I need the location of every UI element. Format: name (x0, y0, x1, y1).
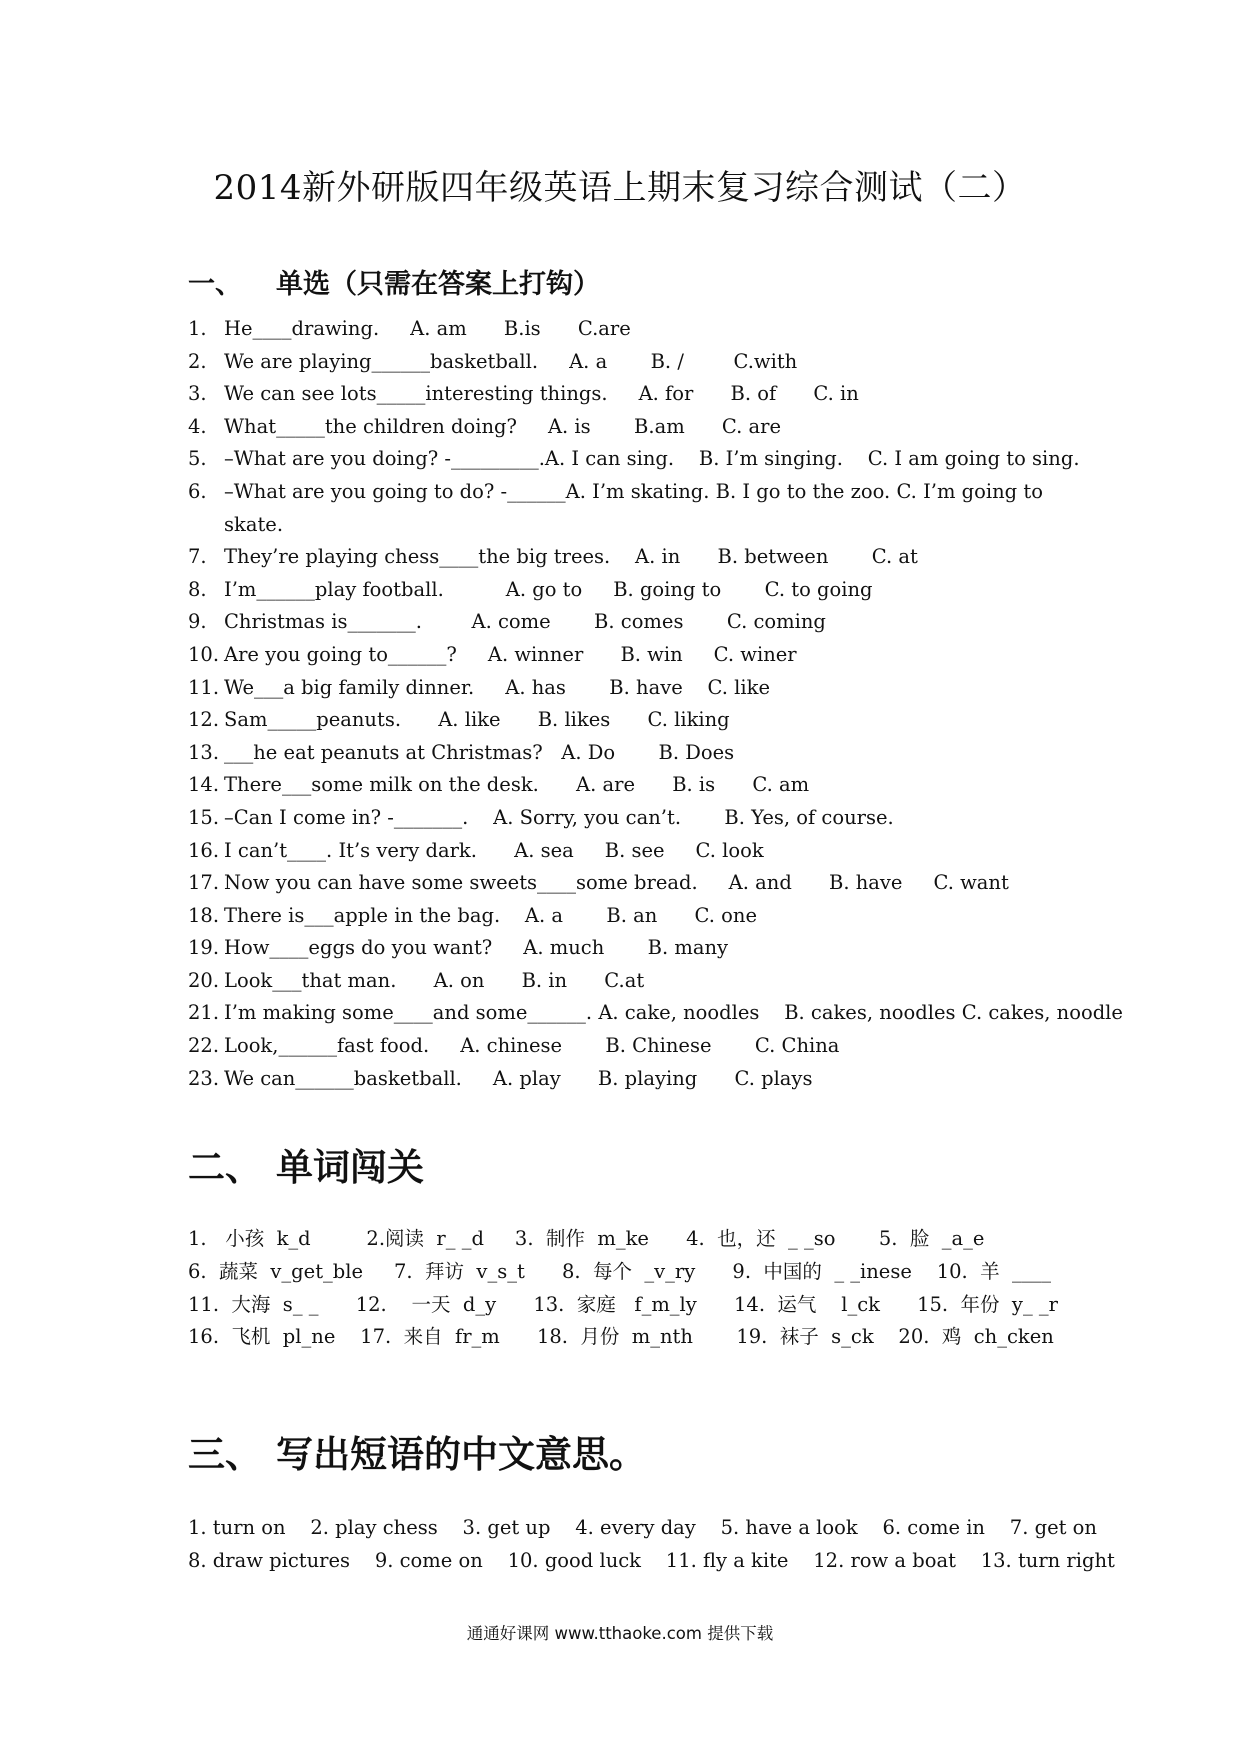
question-item (188, 639, 1068, 672)
question-number: 1. (188, 317, 207, 340)
page-title: 2014新外研版四年级英语上期末复习综合测试（二） (213, 168, 1027, 208)
question-number: 9. (188, 610, 207, 634)
question-text: How____eggs do you want? A. much B. many (224, 936, 729, 960)
question-number: 11. (188, 675, 220, 699)
question-item (188, 672, 1068, 705)
question-number: 4. (188, 414, 207, 438)
question-number: 2. (188, 349, 207, 373)
question-text: We can see lots_____interesting things. A. for B. of C. in (224, 382, 859, 406)
question-item (188, 932, 1068, 965)
question-text: We can______basketball. A. play B. playing C. plays (224, 1066, 813, 1090)
phrase-list (188, 1512, 1115, 1577)
question-number: 20. (188, 968, 220, 992)
section-3-number: 三、 (188, 1433, 262, 1476)
question-text: –What are you going to do? -______A. I’m skating. B. I go to the zoo. C. I’m going to skate. (224, 479, 1043, 536)
question-text: Sam_____peanuts. A. like B. likes C. liking (224, 708, 730, 732)
question-item (188, 835, 1068, 868)
question-item (188, 443, 1080, 476)
word-row: 6. 蔬菜 v_get_ble 7. 拜访 v_s_t 8. 每个 _v_ry 9. 中国的 _ _inese 10. 羊 ____ (188, 1259, 1051, 1283)
phrase-row: 1. turn on 2. play chess 3. get up 4. every day 5. have a look 6. come in 7. get on (188, 1516, 1097, 1539)
section-1-number: 一、 (188, 269, 242, 300)
question-item (188, 606, 1068, 639)
question-item (188, 997, 1123, 1030)
question-number: 13. (188, 740, 220, 764)
question-text: I can’t____. It’s very dark. A. sea B. see C. look (224, 838, 764, 862)
question-number: 5. (188, 447, 207, 471)
question-item (188, 574, 1068, 607)
question-number: 15. (188, 805, 220, 829)
question-item (188, 1063, 1068, 1096)
question-item (188, 704, 1068, 737)
question-number: 8. (188, 577, 207, 601)
question-text: Look___that man. A. on B. in C.at (224, 968, 645, 992)
question-text: He____drawing. A. am B.is C.are (224, 317, 631, 340)
question-text: –Can I come in? -_______. A. Sorry, you can’t. B. Yes, of course. (224, 805, 894, 829)
question-item (188, 802, 1068, 835)
section-3-heading (188, 1424, 646, 1478)
question-text: We___a big family dinner. A. has B. have C. like (224, 675, 771, 699)
question-text: They’re playing chess____the big trees. A. in B. between C. at (224, 545, 918, 569)
question-text: I’m making some____and some______. A. cake, noodles B. cakes, noodles C. cakes, noodle (224, 1001, 1123, 1025)
question-number: 7. (188, 545, 207, 569)
word-challenge-list (188, 1223, 1068, 1354)
question-number: 6. (188, 479, 207, 503)
question-text: There is___apple in the bag. A. a B. an C. one (224, 903, 757, 927)
question-number: 14. (188, 773, 220, 797)
question-number: 10. (188, 642, 220, 666)
question-number: 18. (188, 903, 220, 927)
question-item (188, 867, 1068, 900)
section-2-heading (188, 1137, 424, 1191)
question-text: We are playing______basketball. A. a B. / C.with (224, 349, 798, 373)
section-3-title: 写出短语的中文意思。 (276, 1433, 646, 1476)
question-text: Now you can have some sweets____some bread. A. and B. have C. want (224, 871, 1009, 895)
question-item (188, 737, 1068, 770)
question-text: There___some milk on the desk. A. are B. is C. am (224, 773, 810, 797)
page-footer: 通通好课网 www.tthaoke.com 提供下载 (466, 1624, 774, 1643)
section-2-title: 单词闯关 (276, 1146, 424, 1189)
question-text: –What are you doing? -_________.A. I can sing. B. I’m singing. C. I am going to sing. (224, 447, 1080, 471)
question-item (188, 1030, 1068, 1063)
question-item (188, 965, 1068, 998)
question-number: 17. (188, 871, 220, 895)
question-item (188, 378, 1068, 411)
question-item (188, 313, 1068, 346)
question-number: 22. (188, 1034, 220, 1058)
question-item (188, 411, 1068, 444)
question-list (188, 313, 1123, 1095)
question-number: 3. (188, 382, 207, 406)
question-text: What_____the children doing? A. is B.am C. are (224, 414, 782, 438)
question-text: I’m______play football. A. go to B. going to C. to going (224, 577, 873, 601)
question-number: 12. (188, 708, 220, 732)
question-number: 19. (188, 936, 220, 960)
question-item (188, 476, 1068, 541)
question-item (188, 541, 1068, 574)
question-text: ___he eat peanuts at Christmas? A. Do B. Does (224, 740, 735, 764)
word-row: 16. 飞机 pl_ne 17. 来自 fr_m 18. 月份 m_nth 19. 袜子 s_ck 20. 鸡 ch_cken (188, 1325, 1054, 1349)
question-item (188, 900, 1068, 933)
question-number: 16. (188, 838, 220, 862)
section-1-title: 单选（只需在答案上打钩） (276, 269, 600, 300)
phrase-row: 8. draw pictures 9. come on 10. good luck 11. fly a kite 12. row a boat 13. turn right (188, 1548, 1115, 1572)
question-text: Christmas is_______. A. come B. comes C. coming (224, 610, 826, 634)
question-number: 23. (188, 1066, 220, 1090)
section-1-heading (188, 262, 600, 301)
question-item (188, 769, 1068, 802)
question-text: Are you going to______? A. winner B. win C. winer (224, 642, 797, 666)
question-text: Look,______fast food. A. chinese B. Chinese C. China (224, 1034, 840, 1058)
question-item (188, 346, 1068, 379)
question-number: 21. (188, 1001, 220, 1025)
section-2-number: 二、 (188, 1146, 262, 1189)
word-row: 1. 小孩 k_d 2.阅读 r_ _d 3. 制作 m_ke 4. 也，还 _ _so 5. 脸 _a_e (188, 1227, 985, 1250)
word-row: 11. 大海 s_ _ 12. 一天 d_y 13. 家庭 f_m_ly 14. 运气 l_ck 15. 年份 y_ _r (188, 1292, 1058, 1316)
